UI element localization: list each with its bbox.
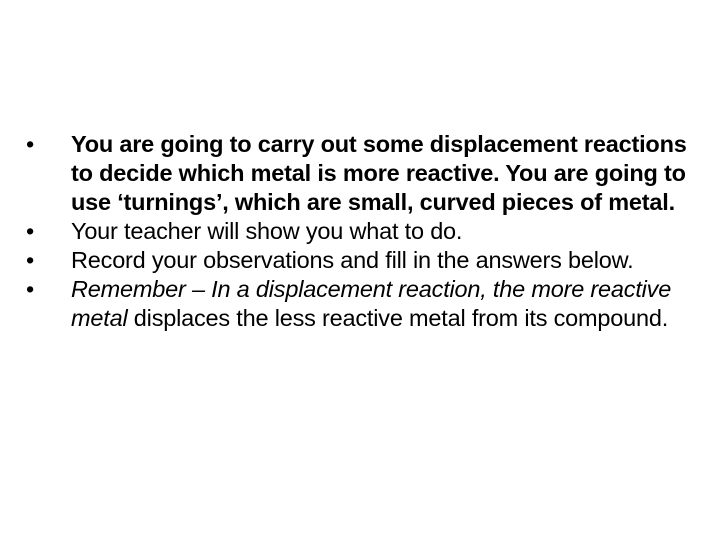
bullet-text-remember-regular: displaces the less reactive metal from its compound. xyxy=(127,305,669,331)
bullet-text-intro: You are going to carry out some displacement reactions to decide which metal is more reactive. You are going to use ‘turnings’, which are small, curved pieces of metal. xyxy=(71,131,687,215)
bullet-item-remember xyxy=(26,275,696,333)
bullet-text-record: Record your observations and fill in the answers below. xyxy=(71,247,634,273)
bullet-icon: • xyxy=(26,131,35,157)
bullet-icon: • xyxy=(26,218,35,244)
bullet-item-record xyxy=(26,246,696,275)
bullet-icon: • xyxy=(26,276,35,302)
bullet-text-remember-italic: Remember – In a displacement reaction, the more reactive metal xyxy=(71,276,672,331)
bullet-item-teacher xyxy=(26,217,696,246)
bullet-list xyxy=(26,130,696,333)
bullet-icon: • xyxy=(26,247,35,273)
bullet-item-intro xyxy=(26,130,696,217)
bullet-text-teacher: Your teacher will show you what to do. xyxy=(71,218,463,244)
